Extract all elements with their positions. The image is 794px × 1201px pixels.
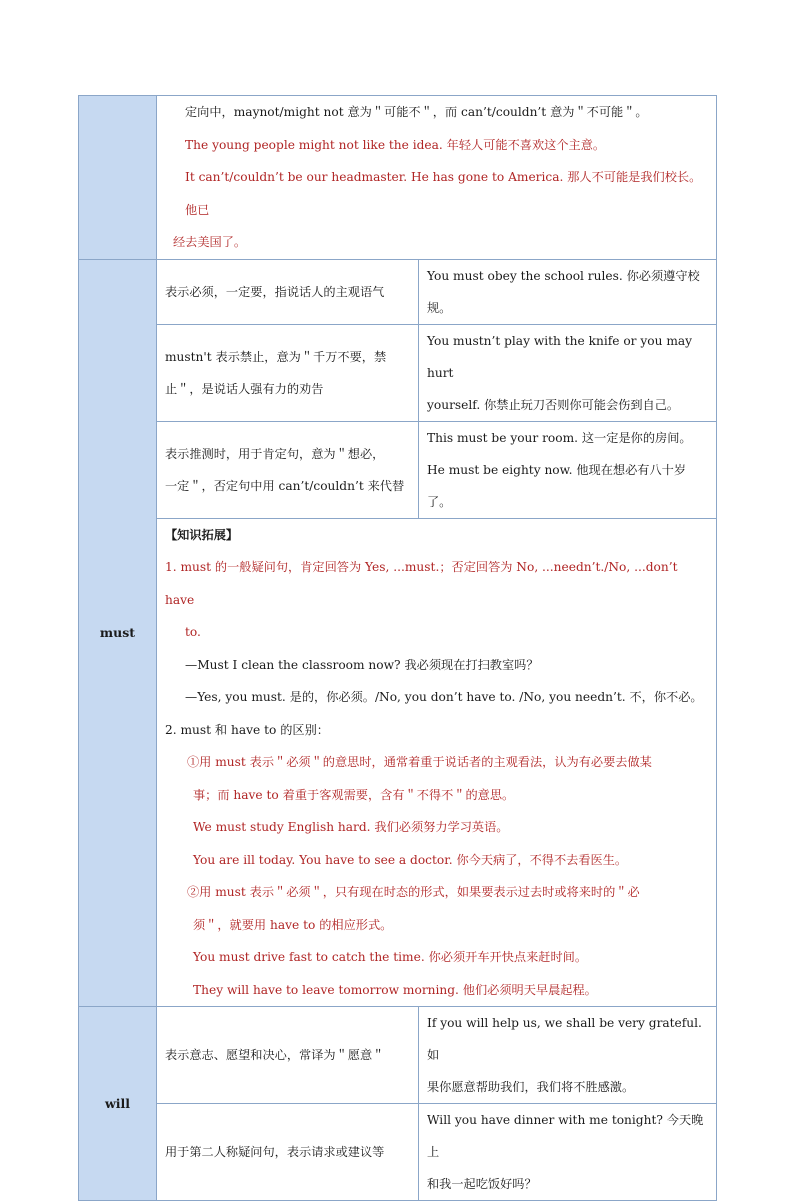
must-example: This must be your room. 这一定是你的房间。 [427, 430, 692, 445]
must-row-1 [79, 259, 717, 324]
must-row-3 [79, 421, 717, 518]
must-row-2 [79, 324, 717, 421]
will-label: will [79, 1007, 157, 1201]
intro-example: 经去美国了。 [173, 235, 247, 249]
must-example-cell [419, 259, 717, 324]
comparison-2-example: You must drive fast to catch the time. 你必须开车开快点来赶时间。 [193, 950, 588, 964]
extension-heading: 【知识拓展】 [165, 527, 239, 542]
will-example-cell [419, 1104, 717, 1201]
will-desc: 用于第二人称疑问句，表示请求或建议等 [165, 1145, 385, 1159]
intro-line: 定向中，maynot/might not 意为＂可能不＂，而 can’t/couldn’t 意为＂不可能＂。 [185, 105, 648, 119]
will-desc-cell [157, 1007, 419, 1104]
must-desc-line: 止＂，是说话人强有力的劝告 [165, 381, 324, 396]
must-extension-cell [157, 518, 717, 1007]
must-desc-cell [157, 324, 419, 421]
will-example: 和我一起吃饭好吗？ [427, 1177, 537, 1191]
must-desc: 表示必须，一定要，指说话人的主观语气 [165, 284, 385, 299]
will-example: If you will help us, we shall be very grateful. 如 [427, 1016, 702, 1062]
comparison-1-cont: 事；而 have to 着重于客观需要，含有＂不得不＂的意思。 [193, 787, 515, 802]
intro-example: It can’t/couldn’t be our headmaster. He has gone to America. 那人不可能是我们校长。他已 [185, 170, 702, 217]
must-example: You must obey the school rules. 你必须遵守校规。 [427, 268, 700, 315]
dialog-line: —Must I clean the classroom now? 我必须现在打扫教室吗？ [185, 657, 539, 672]
must-example: He must be eighty now. 他现在想必有八十岁了。 [427, 462, 687, 509]
must-desc-line: 一定＂，否定句中用 can’t/couldn’t 来代替 [165, 478, 405, 493]
comparison-1-example: We must study English hard. 我们必须努力学习英语。 [193, 820, 509, 834]
must-label: must [79, 259, 157, 1007]
must-desc-line: mustn't 表示禁止，意为＂千万不要，禁 [165, 349, 387, 364]
must-desc-cell [157, 421, 419, 518]
must-example-cell [419, 324, 717, 421]
intro-row [79, 96, 717, 260]
will-row-2 [79, 1104, 717, 1201]
extension-point-1: 1. must 的一般疑问句，肯定回答为 Yes, ...must.；否定回答为 No, ...needn’t./No, ...don’t have [165, 560, 678, 607]
intro-label-cell [79, 96, 157, 260]
modal-verbs-table [78, 95, 717, 1201]
extension-point-2: 2. must 和 have to 的区别： [165, 722, 329, 737]
will-desc-cell [157, 1104, 419, 1201]
extension-point-1-cont: to. [185, 625, 201, 639]
must-desc-cell [157, 259, 419, 324]
will-example-cell [419, 1007, 717, 1104]
comparison-2-example: They will have to leave tomorrow morning. 他们必须明天早晨起程。 [193, 982, 597, 997]
must-example: yourself. 你禁止玩刀否则你可能会伤到自己。 [427, 397, 680, 412]
intro-example: The young people might not like the idea. 年轻人可能不喜欢这个主意。 [185, 137, 606, 152]
must-desc-line: 表示推测时，用于肯定句，意为＂想必， [165, 446, 385, 461]
will-desc: 表示意志、愿望和决心，常译为＂愿意＂ [165, 1048, 385, 1062]
will-example: Will you have dinner with me tonight? 今天晚上 [427, 1113, 704, 1159]
will-example: 果你愿意帮助我们，我们将不胜感激。 [427, 1080, 635, 1094]
dialog-line: —Yes, you must. 是的，你必须。/No, you don’t have to. /No, you needn’t. 不，你不必。 [185, 690, 703, 704]
comparison-1: ①用 must 表示＂必须＂的意思时，通常着重于说话者的主观看法，认为有必要去做某 [187, 755, 652, 769]
must-extension-row [79, 518, 717, 1007]
comparison-2-cont: 须＂，就要用 have to 的相应形式。 [193, 917, 393, 932]
intro-content-cell [157, 96, 717, 260]
comparison-1-example: You are ill today. You have to see a doctor. 你今天病了，不得不去看医生。 [193, 852, 628, 867]
must-example-cell [419, 421, 717, 518]
will-row-1 [79, 1007, 717, 1104]
must-example: You mustn’t play with the knife or you may hurt [427, 333, 693, 380]
comparison-2: ②用 must 表示＂必须＂，只有现在时态的形式，如果要表示过去时或将来时的＂必 [187, 885, 640, 899]
